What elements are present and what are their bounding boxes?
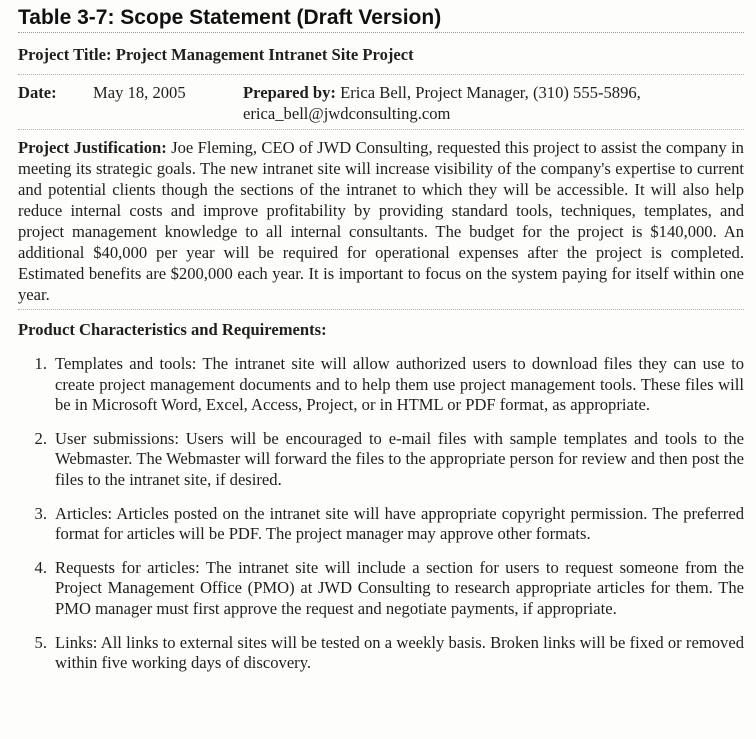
requirement-text: Templates and tools: The intranet site will allow authorized users to download files they can use to create project management documents and to help them use project management tools. These files will be in Microsoft Word, Excel, Access, Project, or in HTML or PDF format, as appropriate.: [55, 354, 744, 415]
requirement-text: Links: All links to external sites will be tested on a weekly basis. Broken links will be fixed or removed within five working days of discovery.: [55, 632, 744, 673]
table-title: Table 3-7: Scope Statement (Draft Version): [18, 4, 744, 33]
requirement-number: 2.: [34, 428, 47, 448]
requirements-list: [18, 348, 744, 680]
requirement-text: User submissions: Users will be encouraged to e-mail files with sample templates and tools to the Webmaster. The Webmaster will forward the files to the appropriate person for review and then post the files to the intranet site, if desired.: [55, 428, 744, 489]
requirement-number: 3.: [34, 503, 47, 523]
project-title-row: [18, 33, 744, 75]
requirement-text: Requests for articles: The intranet site will include a section for users to request someone from the Project Management Office (PMO) at JWD Consulting to research appropriate articles for them. The PMO manager must first approve the request and negotiate payments, if appropriate.: [55, 557, 744, 618]
justification-label: Project Justification:: [18, 138, 167, 157]
date-block: [18, 82, 243, 124]
prepared-by-label: Prepared by:: [243, 83, 336, 102]
date-prepared-row: [18, 75, 744, 130]
date-value: May 18, 2005: [93, 83, 186, 102]
requirement-item: [18, 551, 744, 626]
requirement-text: Articles: Articles posted on the intranet site will have appropriate copyright permission. The preferred format for articles will be PDF. The project manager may approve other formats.: [55, 503, 744, 544]
date-label: Date:: [18, 83, 57, 102]
requirement-number: 4.: [34, 557, 47, 577]
prepared-by-value: Erica Bell, Project Manager, (310) 555-5896, erica_bell@jwdconsulting.com: [243, 83, 641, 123]
project-title-value: Project Management Intranet Site Project: [115, 45, 414, 64]
project-justification: [18, 130, 744, 310]
project-title-label: Project Title:: [18, 45, 112, 64]
requirement-number: 5.: [34, 632, 47, 652]
characteristics-heading: Product Characteristics and Requirements:: [18, 320, 327, 339]
requirement-item: [18, 626, 744, 680]
requirement-item: [18, 348, 744, 422]
requirement-item: [18, 497, 744, 551]
justification-text: Joe Fleming, CEO of JWD Consulting, requested this project to assist the company in meeting its strategic goals. The new intranet site will increase visibility of the company's expertise to current and potential clients though the sections of the intranet to which they will be accessible. It will also help reduce internal costs and improve profitability by providing standard tools, techniques, templates, and project management knowledge to all internal consultants. The budget for the project is $140,000. An additional $40,000 per year will be required for operational expenses after the project is completed. Estimated benefits are $200,000 each year. It is important to focus on the system paying for itself within one year.: [18, 138, 744, 304]
requirement-item: [18, 422, 744, 497]
prepared-by-block: [243, 82, 744, 124]
requirement-number: 1.: [34, 354, 47, 373]
